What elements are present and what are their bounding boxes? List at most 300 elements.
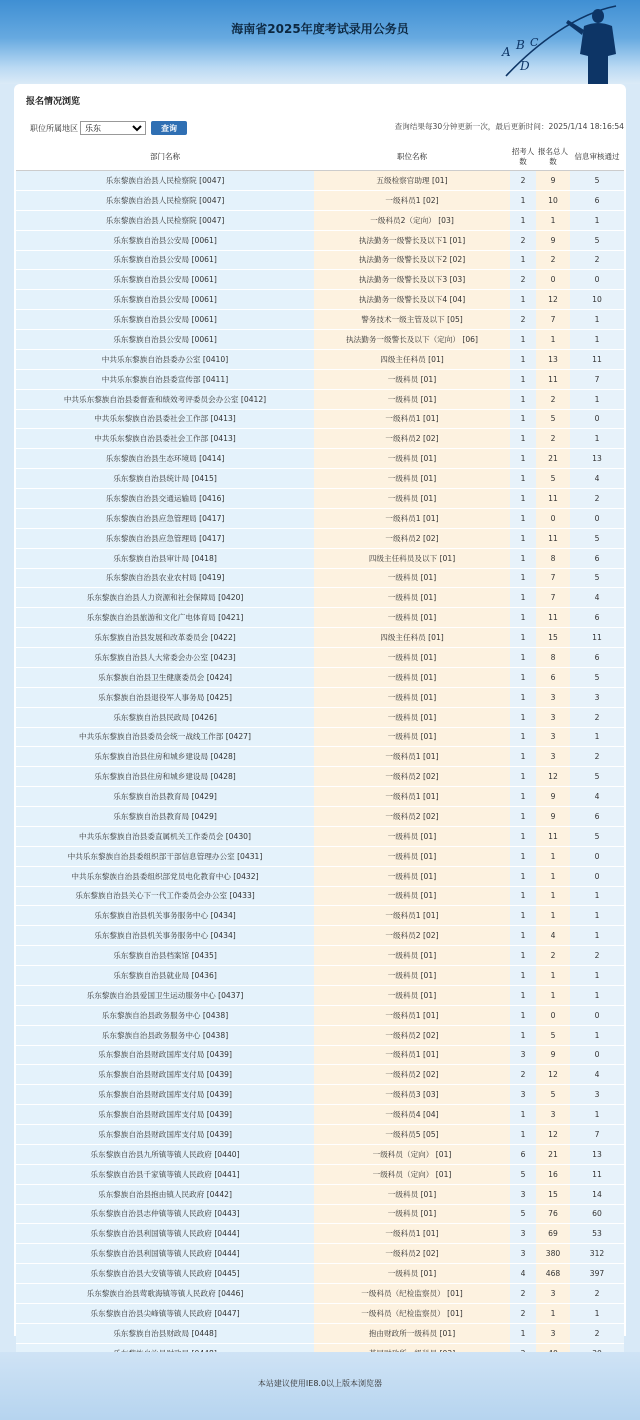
cell-position: 一级科员1 [01] [314,787,510,807]
cell-quota: 1 [510,210,536,230]
table-row [16,608,624,628]
cell-quota: 1 [510,866,536,886]
cell-applicants: 6 [536,667,570,687]
table-row [16,449,624,469]
cell-approved: 6 [570,548,624,568]
cell-approved: 397 [570,1264,624,1284]
section-title: 报名情况浏览 [26,97,81,107]
table-row [16,489,624,509]
col-header-quota: 招考人数 [510,144,536,171]
table-row [16,747,624,767]
cell-position: 一级科员 [01] [314,667,510,687]
cell-dept: 中共乐东黎族自治县委组织部党员电化教育中心 [0432] [16,866,314,886]
query-button[interactable]: 查询 [151,121,187,135]
cell-applicants: 1 [536,966,570,986]
cell-dept: 乐东黎族自治县机关事务服务中心 [0434] [16,906,314,926]
cell-applicants: 2 [536,250,570,270]
cell-dept: 乐东黎族自治县公安局 [0061] [16,230,314,250]
table-row [16,508,624,528]
cell-approved: 6 [570,807,624,827]
table-row [16,210,624,230]
cell-dept: 乐东黎族自治县民政局 [0426] [16,707,314,727]
site-footer [0,1352,640,1420]
cell-dept: 乐东黎族自治县审计局 [0418] [16,548,314,568]
cell-approved: 2 [570,946,624,966]
table-body [16,171,624,1403]
cell-applicants: 76 [536,1204,570,1224]
table-row [16,330,624,350]
cell-dept: 乐东黎族自治县财政国库支付局 [0439] [16,1065,314,1085]
cell-approved: 1 [570,906,624,926]
cell-applicants: 9 [536,787,570,807]
cell-applicants: 3 [536,687,570,707]
svg-text:A: A [502,45,511,59]
cell-dept: 乐东黎族自治县发展和改革委员会 [0422] [16,628,314,648]
cell-position: 执法勤务一级警长及以下4 [04] [314,290,510,310]
table-row [16,588,624,608]
cell-dept: 乐东黎族自治县公安局 [0061] [16,290,314,310]
cell-applicants: 15 [536,1184,570,1204]
cell-quota: 1 [510,1005,536,1025]
cell-position: 一级科员 [01] [314,687,510,707]
cell-quota: 1 [510,767,536,787]
cell-position: 一级科员 [01] [314,886,510,906]
cell-position: 一级科员 [01] [314,826,510,846]
table-row [16,946,624,966]
cell-dept: 中共乐东黎族自治县委督查和绩效考评委员会办公室 [0412] [16,389,314,409]
cell-quota: 2 [510,1065,536,1085]
cell-applicants: 380 [536,1244,570,1264]
cell-applicants: 1 [536,886,570,906]
cell-position: 一级科员2 [02] [314,528,510,548]
cell-dept: 乐东黎族自治县农业农村局 [0419] [16,568,314,588]
cell-dept: 乐东黎族自治县人民检察院 [0047] [16,190,314,210]
cell-applicants: 9 [536,807,570,827]
cell-approved: 3 [570,1085,624,1105]
cell-dept: 乐东黎族自治县财政国库支付局 [0439] [16,1105,314,1125]
cell-approved: 6 [570,608,624,628]
cell-position: 一级科员2 [02] [314,767,510,787]
cell-approved: 7 [570,369,624,389]
table-row [16,1105,624,1125]
cell-quota: 1 [510,966,536,986]
cell-position: 一级科员 [01] [314,389,510,409]
cell-position: 一级科员（纪检监察员） [01] [314,1303,510,1323]
cell-applicants: 2 [536,429,570,449]
footer-note: 本站建议使用IE8.0以上版本浏览器 [257,1379,383,1388]
cell-approved: 5 [570,171,624,191]
cell-approved: 1 [570,727,624,747]
cell-position: 一级科员（纪检监察员） [01] [314,1284,510,1304]
cell-position: 抱由财政所一级科员 [01] [314,1323,510,1343]
cell-applicants: 0 [536,508,570,528]
cell-approved: 2 [570,489,624,509]
cell-quota: 1 [510,926,536,946]
cell-approved: 0 [570,270,624,290]
table-row [16,409,624,429]
cell-applicants: 5 [536,409,570,429]
region-select[interactable] [80,121,146,135]
cell-position: 一级科员 [01] [314,966,510,986]
cell-quota: 1 [510,886,536,906]
cell-approved: 13 [570,449,624,469]
cell-approved: 4 [570,1065,624,1085]
cell-applicants: 0 [536,270,570,290]
cell-quota: 1 [510,528,536,548]
cell-approved: 0 [570,1045,624,1065]
table-row [16,190,624,210]
cell-approved: 5 [570,826,624,846]
cell-applicants: 2 [536,946,570,966]
cell-position: 一级科员3 [03] [314,1085,510,1105]
cell-quota: 4 [510,1264,536,1284]
cell-position: 一级科员 [01] [314,846,510,866]
cell-dept: 乐东黎族自治县政务服务中心 [0438] [16,1005,314,1025]
table-row [16,429,624,449]
cell-approved: 1 [570,966,624,986]
cell-dept: 乐东黎族自治县住房和城乡建设局 [0428] [16,767,314,787]
cell-position: 一级科员2 [02] [314,926,510,946]
cell-position: 一级科员 [01] [314,707,510,727]
cell-applicants: 3 [536,1323,570,1343]
cell-dept: 乐东黎族自治县公安局 [0061] [16,330,314,350]
cell-quota: 1 [510,369,536,389]
cell-dept: 乐东黎族自治县大安镇等镇人民政府 [0445] [16,1264,314,1284]
cell-applicants: 1 [536,906,570,926]
cell-dept: 乐东黎族自治县莺歌海镇等镇人民政府 [0446] [16,1284,314,1304]
col-header-approved: 信息审核通过 [570,144,624,171]
cell-applicants: 1 [536,866,570,886]
cell-quota: 1 [510,330,536,350]
cell-quota: 2 [510,270,536,290]
cell-position: 一级科员 [01] [314,866,510,886]
cell-applicants: 15 [536,628,570,648]
cell-quota: 1 [510,190,536,210]
table-row [16,628,624,648]
cell-dept: 中共乐东黎族自治县委办公室 [0410] [16,349,314,369]
cell-dept: 乐东黎族自治县财政局 [0448] [16,1323,314,1343]
cell-position: 一级科员1 [01] [314,409,510,429]
cell-quota: 2 [510,1284,536,1304]
cell-approved: 312 [570,1244,624,1264]
cell-dept: 乐东黎族自治县财政国库支付局 [0439] [16,1125,314,1145]
cell-position: 一级科员1 [01] [314,1224,510,1244]
cell-applicants: 1 [536,985,570,1005]
cell-quota: 1 [510,290,536,310]
cell-applicants: 5 [536,1085,570,1105]
cell-approved: 0 [570,1005,624,1025]
cell-quota: 1 [510,687,536,707]
cell-quota: 1 [510,1125,536,1145]
cell-dept: 乐东黎族自治县应急管理局 [0417] [16,528,314,548]
cell-quota: 1 [510,1025,536,1045]
cell-approved: 6 [570,190,624,210]
table-row [16,250,624,270]
cell-approved: 1 [570,1025,624,1045]
table-row [16,1303,624,1323]
cell-approved: 0 [570,508,624,528]
cell-quota: 1 [510,548,536,568]
cell-applicants: 5 [536,1025,570,1045]
cell-dept: 乐东黎族自治县利国镇等镇人民政府 [0444] [16,1244,314,1264]
table-row [16,1005,624,1025]
cell-dept: 乐东黎族自治县应急管理局 [0417] [16,508,314,528]
cell-position: 一级科员 [01] [314,568,510,588]
table-row [16,369,624,389]
cell-dept: 乐东黎族自治县抱由镇人民政府 [0442] [16,1184,314,1204]
cell-approved: 0 [570,846,624,866]
table-row [16,1284,624,1304]
cell-dept: 乐东黎族自治县统计局 [0415] [16,469,314,489]
table-row [16,1125,624,1145]
table-row [16,1224,624,1244]
cell-quota: 1 [510,667,536,687]
cell-quota: 3 [510,1085,536,1105]
cell-applicants: 16 [536,1164,570,1184]
table-row [16,548,624,568]
table-row [16,568,624,588]
table-row [16,528,624,548]
cell-quota: 2 [510,310,536,330]
cell-approved: 1 [570,886,624,906]
table-row [16,767,624,787]
table-row [16,389,624,409]
cell-position: 一级科员1 [01] [314,1045,510,1065]
cell-dept: 乐东黎族自治县住房和城乡建设局 [0428] [16,747,314,767]
table-row [16,310,624,330]
cell-dept: 乐东黎族自治县志仲镇等镇人民政府 [0443] [16,1204,314,1224]
cell-approved: 1 [570,429,624,449]
cell-position: 一级科员 [01] [314,1184,510,1204]
table-row [16,1164,624,1184]
cell-dept: 乐东黎族自治县档案馆 [0435] [16,946,314,966]
cell-position: 一级科员2 [02] [314,429,510,449]
cell-approved: 11 [570,1164,624,1184]
cell-dept: 乐东黎族自治县人力资源和社会保障局 [0420] [16,588,314,608]
cell-applicants: 12 [536,290,570,310]
cell-quota: 1 [510,807,536,827]
svg-text:D: D [520,59,530,73]
table-row [16,1204,624,1224]
cell-approved: 14 [570,1184,624,1204]
cell-position: 一级科员2 [02] [314,807,510,827]
cell-quota: 1 [510,747,536,767]
cell-approved: 5 [570,568,624,588]
cell-approved: 5 [570,667,624,687]
cell-position: 一级科员 [01] [314,489,510,509]
cell-applicants: 13 [536,349,570,369]
region-label: 职位所属地区 [30,123,78,133]
cell-position: 一级科员1 [01] [314,747,510,767]
cell-approved: 1 [570,1303,624,1323]
cell-approved: 0 [570,866,624,886]
cell-quota: 1 [510,727,536,747]
cell-approved: 4 [570,588,624,608]
cell-applicants: 12 [536,1125,570,1145]
cell-quota: 1 [510,787,536,807]
table-row [16,1085,624,1105]
cell-applicants: 5 [536,469,570,489]
cell-quota: 3 [510,1224,536,1244]
table-row [16,826,624,846]
cell-dept: 乐东黎族自治县机关事务服务中心 [0434] [16,926,314,946]
cell-applicants: 1 [536,330,570,350]
cell-approved: 11 [570,628,624,648]
table-row [16,230,624,250]
cell-applicants: 9 [536,230,570,250]
cell-position: 一级科员 [01] [314,648,510,668]
cell-approved: 5 [570,528,624,548]
cell-dept: 乐东黎族自治县公安局 [0061] [16,310,314,330]
cell-position: 执法勤务一级警长及以下1 [01] [314,230,510,250]
update-info: 查询结果每30分钟更新一次，最后更新时间：2025/1/14 18:16:54 [394,122,624,131]
cell-applicants: 1 [536,1303,570,1323]
cell-dept: 乐东黎族自治县教育局 [0429] [16,787,314,807]
cell-applicants: 4 [536,926,570,946]
table-row [16,1323,624,1343]
cell-approved: 7 [570,1125,624,1145]
cell-dept: 中共乐东黎族自治县委社会工作部 [0413] [16,429,314,449]
cell-quota: 1 [510,588,536,608]
cell-dept: 乐东黎族自治县尖峰镇等镇人民政府 [0447] [16,1303,314,1323]
cell-position: 一级科员 [01] [314,588,510,608]
cell-dept: 乐东黎族自治县教育局 [0429] [16,807,314,827]
table-row [16,171,624,191]
cell-quota: 1 [510,648,536,668]
col-header-applicants: 报名总人数 [536,144,570,171]
cell-applicants: 21 [536,1144,570,1164]
cell-applicants: 0 [536,1005,570,1025]
cell-dept: 乐东黎族自治县旅游和文化广电体育局 [0421] [16,608,314,628]
table-row [16,727,624,747]
cell-quota: 1 [510,846,536,866]
cell-approved: 6 [570,648,624,668]
cell-quota: 1 [510,628,536,648]
table-row [16,1264,624,1284]
cell-position: 一级科员 [01] [314,1204,510,1224]
cell-approved: 1 [570,926,624,946]
cell-approved: 3 [570,687,624,707]
cell-applicants: 8 [536,648,570,668]
cell-applicants: 7 [536,568,570,588]
cell-applicants: 468 [536,1264,570,1284]
table-row [16,1144,624,1164]
cell-position: 一级科员4 [04] [314,1105,510,1125]
cell-position: 警务技术一级主管及以下 [05] [314,310,510,330]
cell-quota: 6 [510,1144,536,1164]
cell-applicants: 12 [536,1065,570,1085]
table-row [16,707,624,727]
table-row [16,966,624,986]
cell-applicants: 3 [536,707,570,727]
table-row [16,807,624,827]
cell-position: 执法勤务一级警长及以下3 [03] [314,270,510,290]
table-row [16,787,624,807]
cell-dept: 乐东黎族自治县财政国库支付局 [0439] [16,1085,314,1105]
cell-dept: 中共乐东黎族自治县委员会统一战线工作部 [0427] [16,727,314,747]
cell-position: 一级科员1 [02] [314,190,510,210]
table-row [16,687,624,707]
cell-position: 一级科员2（定向） [03] [314,210,510,230]
cell-applicants: 9 [536,171,570,191]
cell-approved: 4 [570,787,624,807]
cell-dept: 乐东黎族自治县人大常委会办公室 [0423] [16,648,314,668]
results-table-wrap [16,144,624,1403]
svg-text:C: C [530,36,539,49]
cell-applicants: 69 [536,1224,570,1244]
cell-dept: 乐东黎族自治县九所镇等镇人民政府 [0440] [16,1144,314,1164]
cell-applicants: 10 [536,190,570,210]
cell-position: 一级科员1 [01] [314,508,510,528]
cell-dept: 乐东黎族自治县财政国库支付局 [0439] [16,1045,314,1065]
cell-approved: 5 [570,767,624,787]
cell-applicants: 8 [536,548,570,568]
cell-dept: 乐东黎族自治县交通运输局 [0416] [16,489,314,509]
results-table [16,144,624,1403]
cell-dept: 乐东黎族自治县爱国卫生运动服务中心 [0437] [16,985,314,1005]
cell-approved: 53 [570,1224,624,1244]
cell-quota: 2 [510,230,536,250]
table-row [16,866,624,886]
cell-applicants: 1 [536,210,570,230]
cell-position: 一级科员2 [02] [314,1025,510,1045]
table-row [16,985,624,1005]
cell-dept: 中共乐东黎族自治县委直属机关工作委员会 [0430] [16,826,314,846]
cell-approved: 60 [570,1204,624,1224]
table-row [16,1184,624,1204]
cell-quota: 1 [510,707,536,727]
table-row [16,846,624,866]
cell-approved: 10 [570,290,624,310]
cell-approved: 4 [570,469,624,489]
cell-dept: 乐东黎族自治县卫生健康委员会 [0424] [16,667,314,687]
cell-quota: 3 [510,1184,536,1204]
table-row [16,469,624,489]
site-title: 海南省2025年度考试录用公务员 [231,22,409,36]
content-panel [14,84,626,1336]
cell-applicants: 2 [536,389,570,409]
cell-quota: 1 [510,489,536,509]
cell-quota: 5 [510,1164,536,1184]
table-row [16,1244,624,1264]
cell-dept: 中共乐东黎族自治县委社会工作部 [0413] [16,409,314,429]
cell-dept: 乐东黎族自治县公安局 [0061] [16,250,314,270]
cell-quota: 1 [510,1323,536,1343]
table-row [16,667,624,687]
cell-applicants: 3 [536,1284,570,1304]
cell-position: 一级科员 [01] [314,1264,510,1284]
cell-approved: 1 [570,330,624,350]
cell-quota: 5 [510,1204,536,1224]
cell-quota: 1 [510,568,536,588]
cell-approved: 1 [570,310,624,330]
cell-quota: 1 [510,608,536,628]
cell-position: 一级科员 [01] [314,608,510,628]
table-row [16,290,624,310]
cell-quota: 1 [510,985,536,1005]
table-row [16,1065,624,1085]
cell-approved: 2 [570,1284,624,1304]
cell-approved: 11 [570,349,624,369]
cell-position: 一级科员 [01] [314,449,510,469]
table-row [16,1045,624,1065]
col-header-dept: 部门名称 [16,144,314,171]
cell-quota: 2 [510,1303,536,1323]
cell-approved: 0 [570,409,624,429]
cell-quota: 1 [510,449,536,469]
table-row [16,349,624,369]
cell-position: 一级科员 [01] [314,469,510,489]
